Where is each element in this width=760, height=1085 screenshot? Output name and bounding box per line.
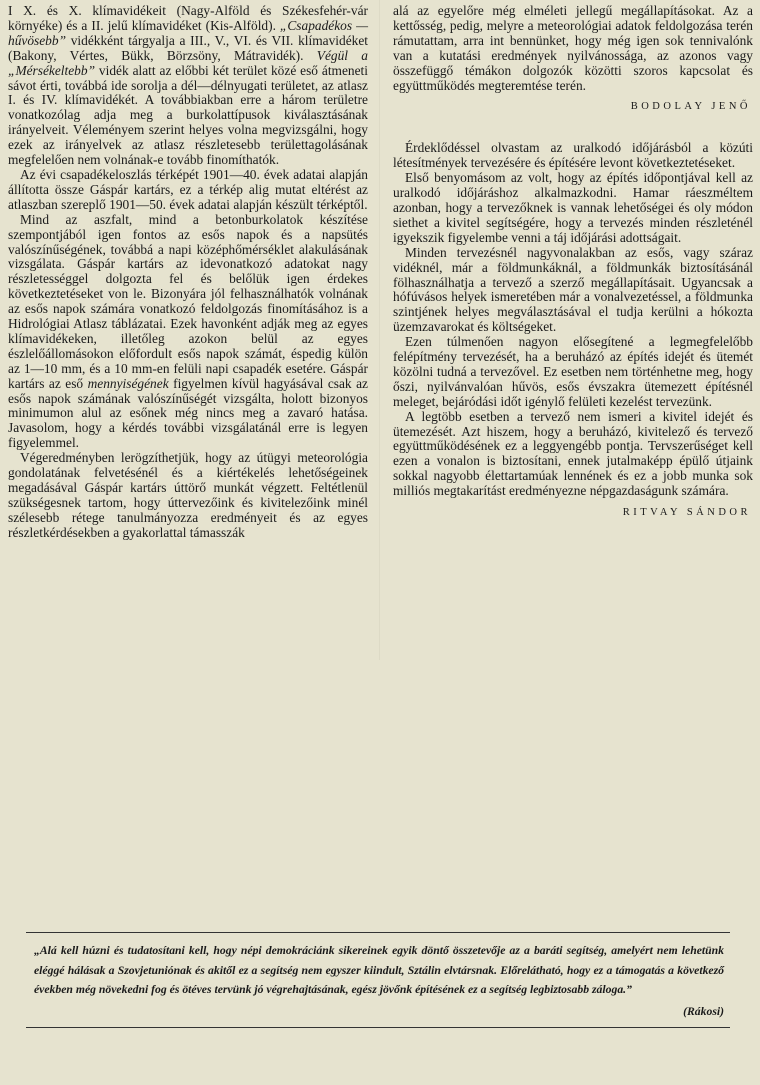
ritvay-paragraph: Első benyomásom az volt, hogy az építés időpontjával kell az uralkodó időjáráshoz alkalmazkodni. Hamar ráeszméltem azonban, hogy a tervezőknek is vannak lehetőségei és oly módon siethet a kivitel segítségére, hogy a tervezés minden részleténél igyekszik figyelembe venni a táj időjárási adottságait. (393, 170, 753, 245)
article-ritvay (393, 141, 753, 499)
ritvay-paragraph: Ezen túlmenően nagyon elősegítené a legmegfelelőbb felépítmény tervezését, ha a beruházó az építés idejét és ütemét közölni tudná a tervezővel. Ez esetben nem történhetne meg, hogy őszi, nyilvánvalóan hűvös, esős évszakra ütemezett építésnél meleget, bejáródási időt igénylő felületi kezelést tervezünk. (393, 334, 753, 409)
quote-text: „Alá kell húzni és tudatosítani kell, hogy népi demokráciánk sikereinek egyik döntő összetevője az a baráti segítség, amelyért nem lehetünk eléggé hálásak a Szovjetuniónak és akitől ez a segítség nem egyszer kiindult, Sztálin elvtársnak. Előrelátható, hogy ez a támogatás a következő években még növekedni fog és ötéves tervünk jó végrehajtásának, egész jövőnk építésének ez a segítség legbiztosabb záloga.” (34, 944, 724, 997)
ritvay-paragraph: A legtöbb esetben a tervező nem ismeri a kivitel idejét és ütemezését. Azt hiszem, hogy a beruházó, kivitelező és tervező együttműködésének ez a leggyengébb pontja. Tervszerűséget kell ezen a vonalon is biztosítani, ennek jutalmaképp épülő útjaink sokkal nagyobb élettartamúak lennének és ez a jobb munka sok milliós megtakarítást eredményezne népgazdaságunk számára. (393, 408, 753, 499)
left-paragraph: I X. és X. klímavidékeit (Nagy-Alföld és Székesfehér-vár környéke) és a II. jelű klímavidéket (Kis-Alföld). „Csapadékos — hűvösebb” vidékként tárgyalja a III., V., VI. és VII. klímavidéket (Bakony, Vértes, Bükk, Börzsöny, Mátravidék). Végül a „Mérsékeltebb” vidék alatt az előbbi két terület közé eső átmeneti sávot érti, továbbá ide sorolja a dél—délnyugati területet, az atlasz I. és IV. klímavidékét. A továbbiakban erre a három területre vonatkozólag adja meg a burkolattípusok kiválasztásának irányelveit. Véleményem szerint helyes volna megvizsgálni, hogy ezek az irányelvek az atlasz részletesebb területtagolásának megfelelően nem volnának-e tovább finomíthatók. (8, 3, 368, 168)
column-gutter (379, 0, 380, 660)
quote-attribution: (Rákosi) (683, 1004, 724, 1018)
signature-bodolay: BODOLAY JENŐ (630, 101, 751, 113)
article-bodolay (393, 4, 753, 93)
left-paragraph: Az évi csapadékeloszlás térképét 1901—40. évek adatai alapján állította össze Gáspár kartárs, ez a térkép alig mutat eltérést az atlaszban szereplő 1901—50. évek adatai alapján készült térképtől. (8, 166, 368, 212)
left-paragraph: Mind az aszfalt, mind a betonburkolatok készítése szempontjából igen fontos az esős napok és a napsütés valószínűségének, továbbá a napi középhőmérséklet alakulásának vizsgálata. Gáspár kartárs az idevonatkozó adatokat nagy részletességgel dolgozta fel és belőlük igen érdekes következtetéseket von le. Bizonyára jól felhasználhatók volnának az esős napok számára vonatkozó feldolgozás finomításához is a Hidrológiai Atlasz táblázatai. Ezek havonként adják meg az egyes klímavidékeken, illetőleg azokon belül az egyes észlelőállomásokon előfordult esős napok számát, éspedig külön az 1—10 mm, és a 10 mm-en felüli napi csapadék esetére. Gáspár kartárs az eső mennyiségének figyelmen kívül hagyásával csak az esős napok számának valószínűségét vizsgálta, holott bizonyos minimumon alul az esőnek még nincs meg a zavaró hatása. Javasolom, hogy a kérdés további vizsgálatánál erre is legyen figyelemmel. (8, 211, 368, 451)
signature-ritvay: RITVAY SÁNDOR (622, 507, 751, 519)
right-column (393, 4, 753, 547)
ritvay-paragraph: Érdeklődéssel olvastam az uralkodó időjárásból a közúti létesítmények tervezésére és építésére levont következtetéseket. (393, 140, 753, 171)
left-column (8, 4, 368, 541)
left-paragraph: Végeredményben lerögzíthetjük, hogy az útügyi meteorológia gondolatának felvetésénél és a kiértékelés lehetőségeinek megadásával Gáspár kartárs úttörő munkát végzett. Feltétlenül szükségesnek tartom, hogy úttervezőink és kivitelezőink minél szélesebb rétege tanulmányozza eredményeit és az egyes részletkérdésekben a gyakorlattal támasszák (8, 450, 368, 540)
quote-box (26, 932, 730, 1028)
ritvay-paragraph: Minden tervezésnél nagyvonalakban az esős, vagy száraz vidéknél, már a földmunkáknál, a földmunkák biztosításánál fölhasználhatja a tervező a szerző megállapításait. Ugyancsak a hófúvásos helyek ismeretében már a vonalvezetéssel, a földmunka szintjének helyes megválasztásával el tudja kerülni a hókozta üzemzavarokat és költségeket. (393, 244, 753, 335)
bodolay-paragraph: alá az egyelőre még elméleti jellegű megállapításokat. Az a kettősség, pedig, melyre a meteorológiai adatok feldolgozása terén rámutattam, arra int bennünket, hogy még igen sok tennivalónk van a kutatási eredmények nyilvánossága, az azonos vagy összefüggő témákon dolgozók közötti szoros kapcsolat és együttműködés megteremtése terén. (393, 3, 753, 93)
